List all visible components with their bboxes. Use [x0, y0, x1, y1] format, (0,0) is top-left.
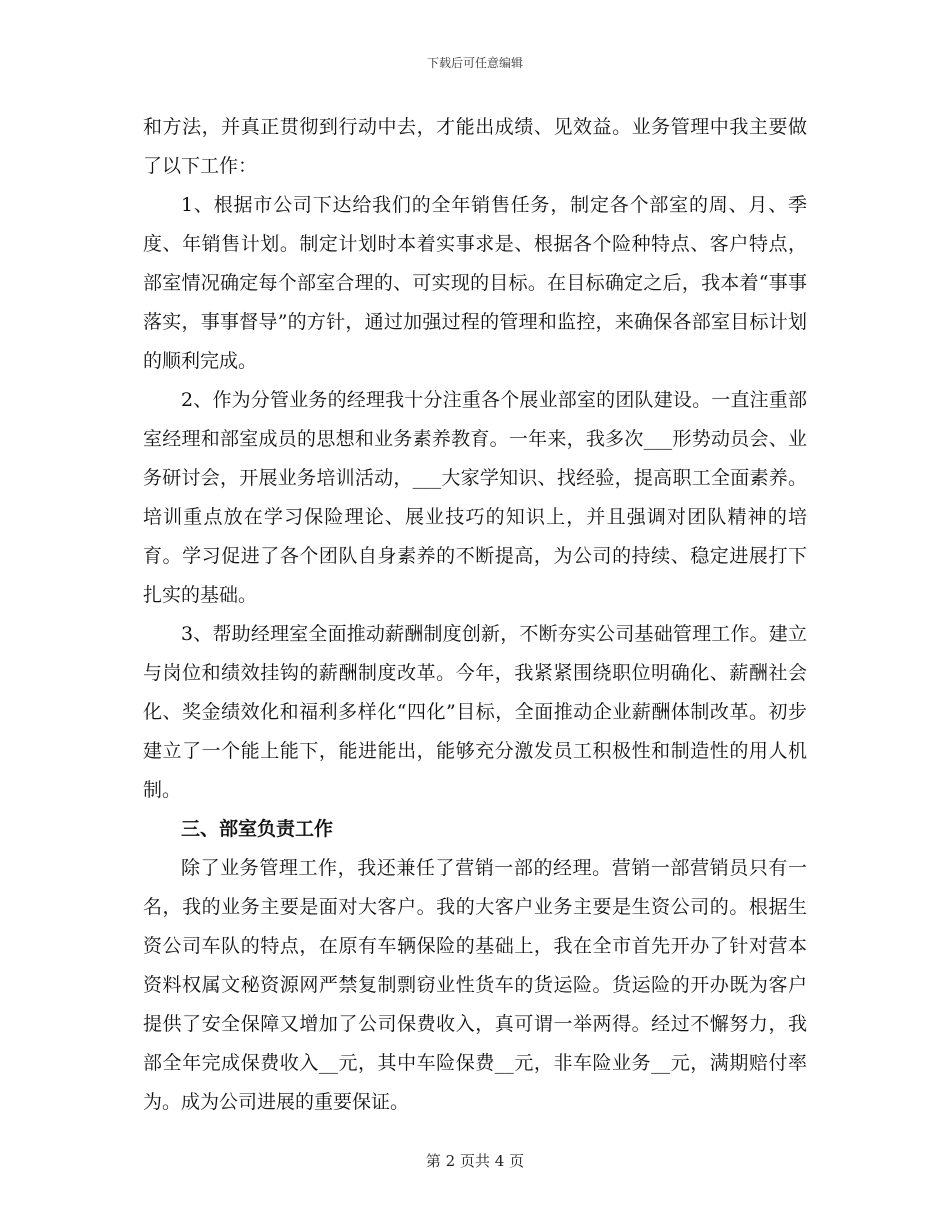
section-heading: 三、部室负责工作 — [181, 818, 334, 840]
document-body — [143, 108, 807, 1122]
paragraph-department-work: 除了业务管理工作，我还兼任了营销一部的经理。营销一部营销员只有一名，我的业务主要是面对大客户。我的大客户业务主要是生资公司的。根据生资公司车队的特点，在原有车辆保险的基础上，我在全市首先开办了针对营本资料权属文秘资源网严禁复制剽窃业性货车的货运险。货运险的开办既为客户提供了安全保障又增加了公司保费收入，真可谓一举两得。经过不懈努力，我部全年完成保费收入__元，其中车险保费__元，非车险业务__元，满期赔付率为。成为公司进展的重要保证。 — [143, 857, 807, 1113]
page-number: 第 2 页共 4 页 — [425, 1152, 525, 1170]
page-header: 下载后可任意编辑 — [426, 56, 523, 70]
paragraph-item-3: 3、帮助经理室全面推动薪酬制度创新，不断夯实公司基础管理工作。建立与岗位和绩效挂钩的薪酬制度改革。今年，我紧紧围绕职位明确化、薪酬社会化、奖金绩效化和福利多样化“四化”目标，全面推动企业薪酬体制改革。初步建立了一个能上能下，能进能出，能够充分激发员工积极性和制造性的用人机制。 — [143, 623, 807, 801]
paragraph-item-2: 2、作为分管业务的经理我十分注重各个展业部室的团队建设。一直注重部室经理和部室成员的思想和业务素养教育。一年来，我多次___形势动员会、业务研讨会，开展业务培训活动，___大家学知识、找经验，提高职工全面素养。培训重点放在学习保险理论、展业技巧的知识上，并且强调对团队精神的培育。学习促进了各个团队自身素养的不断提高，为公司的持续、稳定进展打下扎实的基础。 — [143, 389, 807, 606]
paragraph-item-1: 1、根据市公司下达给我们的全年销售任务，制定各个部室的周、月、季度、年销售计划。制定计划时本着实事求是、根据各个险种特点、客户特点，部室情况确定每个部室合理的、可实现的目标。在目标确定之后，我本着“事事落实，事事督导”的方针，通过加强过程的管理和监控，来确保各部室目标计划的顺利完成。 — [143, 194, 807, 372]
paragraph-intro: 和方法，并真正贯彻到行动中去，才能出成绩、见效益。业务管理中我主要做了以下工作： — [143, 116, 807, 177]
